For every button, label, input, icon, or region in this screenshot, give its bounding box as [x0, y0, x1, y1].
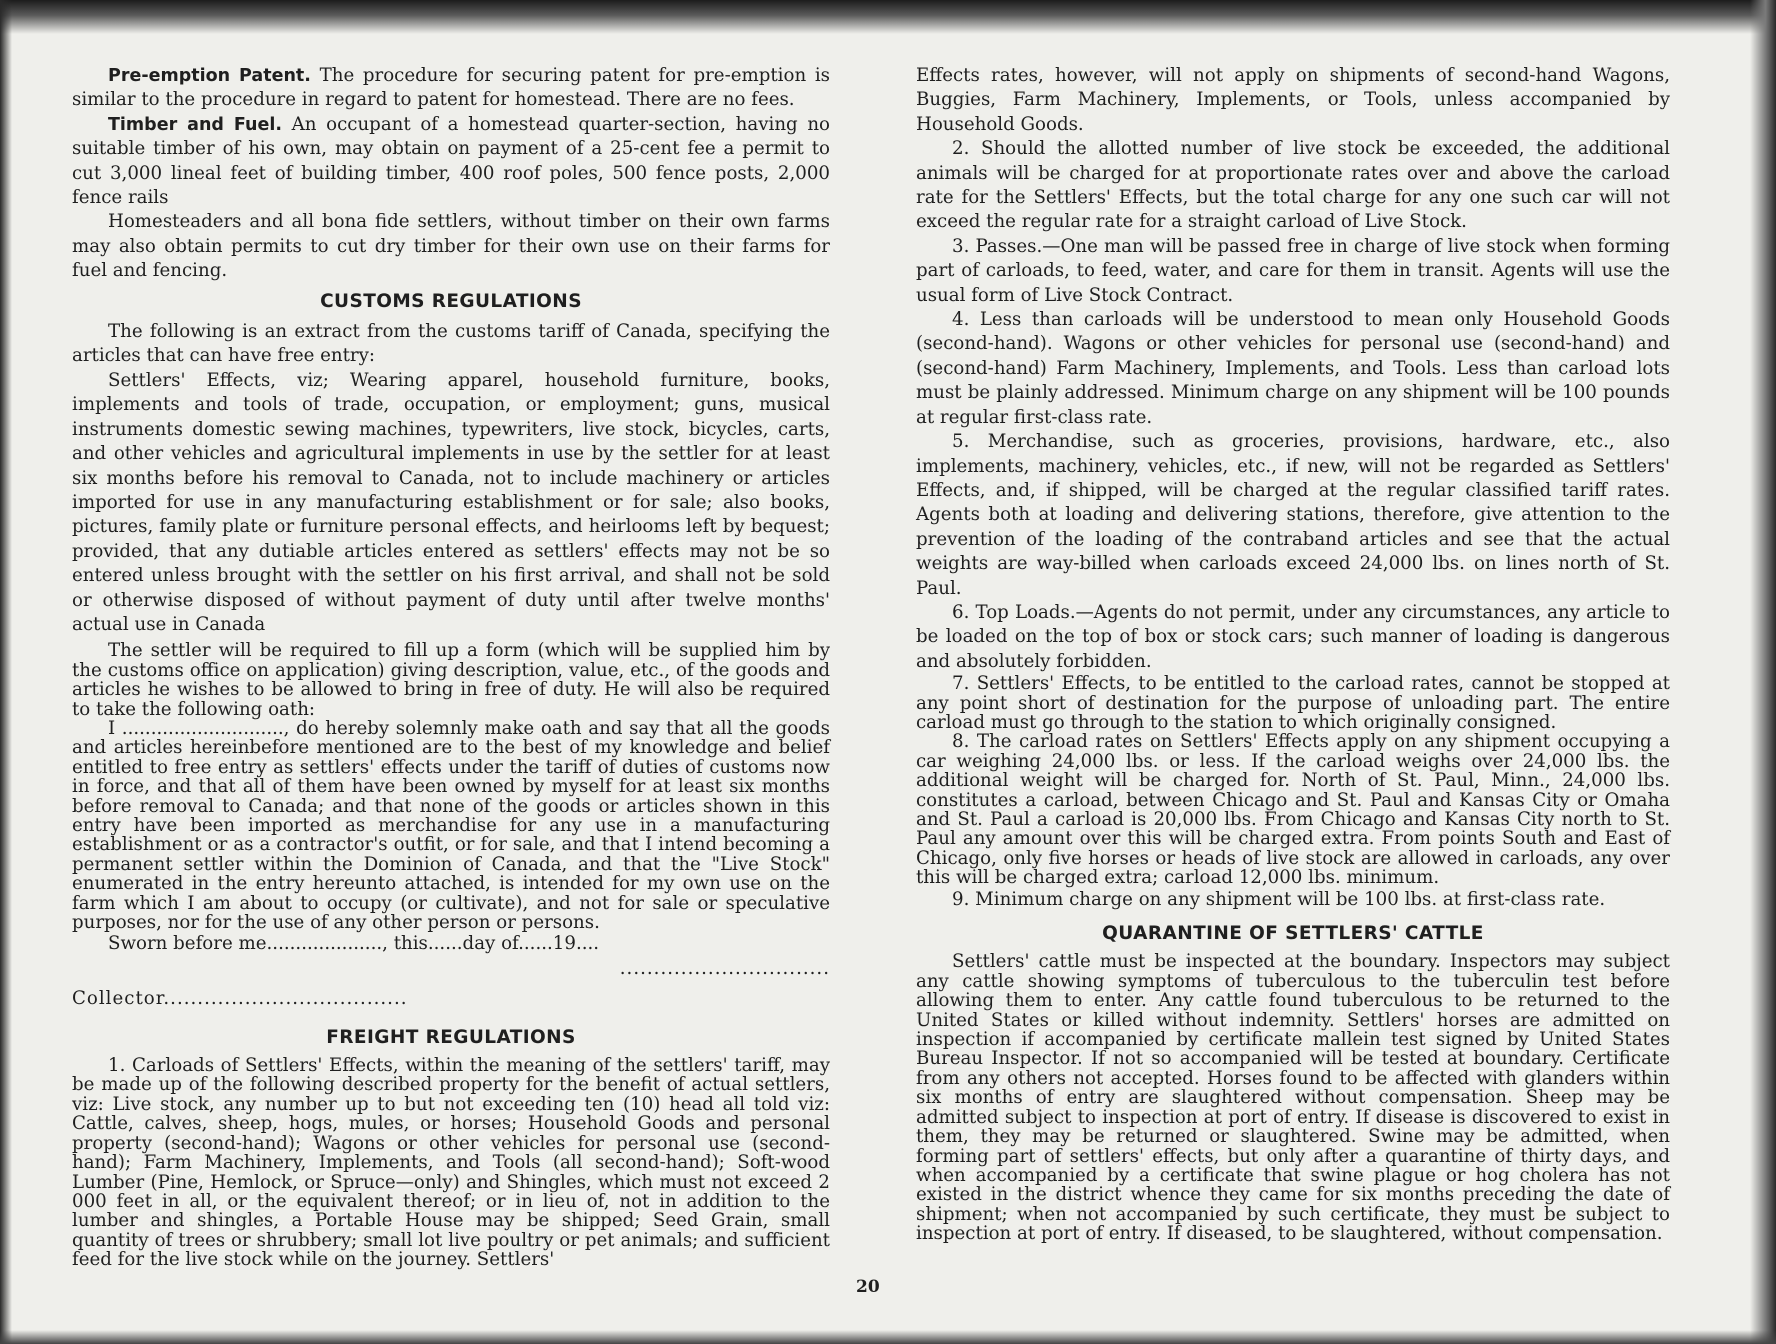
freight-item-6: 6. Top Loads.—Agents do not permit, under any circumstances, any article to be loaded on the top of box or stock cars; such manner of loading is dangerous and absolutely forbidden.: [916, 601, 1670, 672]
collector-line: Collector....................................: [72, 988, 408, 1010]
quarantine-heading: QUARANTINE OF SETTLERS' CATTLE: [1102, 923, 1484, 945]
preemption-text: The procedure for securing patent for pre-emption is similar to the procedure in regard to patent for homestead. There are no fees.: [72, 65, 830, 111]
freight-item-4: 4. Less than carloads will be understood to mean only Household Goods (second-hand). Wagons or other vehicles for personal use (second-hand) and (second-hand) Farm Machinery, Implements, and Tools. Less than carload lots must be plainly addressed. Minimum charge on any shipment will be 100 pounds at regular first-class rate.: [916, 309, 1670, 428]
settlers-effects-paragraph: Settlers' Effects, viz; Wearing apparel, household furniture, books, implements and tools of trade, occupation, or employment; guns, musical instruments domestic sewing machines, typewriters, live stock, bicycles, carts, and other vehicles and agricultural implements in use by the settler for at least six months before his removal to Canada, not to include machinery or articles imported for use in any manufacturing establishment or for sale; also books, pictures, family plate or furniture personal effects, and heirlooms left by bequest; provided, that any dutiable articles entered as settlers' effects may not be so entered unless brought with the settler on his first arrival, and shall not be sold or otherwise disposed of without payment of duty until after twelve months' actual use in Canada: [72, 369, 830, 635]
freight-item-8: 8. The carload rates on Settlers' Effects apply on any shipment occupying a car weighing 24,000 lbs. or less. If the carload weighs over 24,000 lbs. the additional weight will be charged for. North of St. Paul, Minn., 24,000 lbs. constitutes a carload, between Chicago and St. Paul and Kansas City or Omaha and St. Paul a carload is 20,000 lbs. From Chicago and Kansas City north to St. Paul any amount over this will be charged extra. From points South and East of Chicago, only five horses or heads of live stock are allowed in carloads, any over this will be charged extra; carload 12,000 lbs. minimum.: [916, 731, 1670, 889]
sworn-line: Sworn before me...................., this......day of......19....: [108, 933, 600, 955]
freight-item-1-continued: Effects rates, however, will not apply on shipments of second-hand Wagons, Buggies, Farm Machinery, Implements, or Tools, unless accompanied by Household Goods.: [916, 65, 1670, 135]
page-number: 20: [856, 1277, 880, 1297]
freight-item-9: 9. Minimum charge on any shipment will be 100 lbs. at first-class rate.: [952, 888, 1606, 910]
freight-item-3: 3. Passes.—One man will be passed free in charge of live stock when forming part of carloads, to feed, water, and care for them in transit. Agents will use the usual form of Live Stock Contract.: [916, 235, 1670, 306]
preemption-lead: Pre-emption Patent.: [108, 66, 311, 86]
freight-heading: FREIGHT REGULATIONS: [326, 1026, 576, 1048]
form-paragraph: The settler will be required to fill up a form (which will be supplied him by the customs office on application) giving description, value, etc., of the goods and articles he wishes to be allowed to bring in free of duty. He will also be required to take the following oath:: [72, 640, 830, 720]
customs-intro-paragraph: The following is an extract from the customs tariff of Canada, specifying the articles that can have free entry:: [72, 321, 830, 367]
freight-item-5: 5. Merchandise, such as groceries, provisions, hardware, etc., also implements, machinery, vehicles, etc., if new, will not be regarded as Settlers' Effects, and, if shipped, will be charged at the regular classified tariff rates. Agents both at loading and delivering stations, therefore, give attention to the prevention of the loading of the contraband articles and see that the actual weights are way-billed when carloads exceed 24,000 lbs. on lines north of St. Paul.: [916, 431, 1670, 599]
signature-dots: ...............................: [619, 957, 830, 979]
freight-item-1: 1. Carloads of Settlers' Effects, within the meaning of the settlers' tariff, may be made up of the following described property for the benefit of actual settlers, viz: Live stock, any number up to but not exceeding ten (10) head all told viz: Cattle, calves, sheep, hogs, mules, or horses; Household Goods and personal property (second-hand); Wagons or other vehicles for personal use (second-hand); Farm Machinery, Implements, and Tools (all second-hand); Soft-wood Lumber (Pine, Hemlock, or Spruce—only) and Shingles, which must not exceed 2 000 feet in all, or the equivalent thereof; or in lieu of, not in addition to the lumber and shingles, a Portable House may be shipped; Seed Grain, small quantity of trees or shrubbery; small lot live poultry or pet animals; and sufficient feed for the live stock while on the journey. Settlers': [72, 1055, 830, 1271]
right-column: [916, 64, 1670, 1244]
scan-left-edge: [0, 0, 12, 1344]
timber-lead: Timber and Fuel.: [108, 114, 282, 135]
preemption-paragraph: [72, 64, 830, 113]
left-column: [72, 64, 830, 1270]
scan-right-edge: [1750, 0, 1776, 1344]
homesteaders-paragraph: Homesteaders and all bona fide settlers, without timber on their own farms may also obtain permits to cut dry timber for their own use on their farms for fuel and fencing.: [72, 211, 830, 282]
timber-paragraph: [72, 113, 830, 211]
freight-item-2: 2. Should the allotted number of live stock be exceeded, the additional animals will be charged for at proportionate rates over and above the carload rate for the Settlers' Effects, but the total charge for any one such car will not exceed the regular rate for a straight carload of Live Stock.: [916, 138, 1670, 233]
oath-paragraph: I ............................, do hereby solemnly make oath and say that all the goods and articles hereinbefore mentioned are to the best of my knowledge and belief entitled to free entry as settlers' effects under the tariff of duties of customs now in force, and that all of them have been owned by myself for at least six months before removal to Canada; and that none of the goods or articles shown in this entry have been imported as merchandise for any use in a manufacturing establishment or as a contractor's outfit, or for sale, and that I intend becoming a permanent settler within the Dominion of Canada, and that the "Live Stock" enumerated in the entry hereunto attached, is intended for my own use on the farm which I am about to occupy (or cultivate), and not for sale or speculative purposes, nor for the use of any other person or persons.: [72, 717, 830, 934]
customs-heading: CUSTOMS REGULATIONS: [320, 290, 582, 312]
timber-text: An occupant of a homestead quarter-section, having no suitable timber of his own, may obtain on payment of a 25-cent fee a permit to cut 3,000 lineal feet of building timber, 400 roof poles, 500 fence posts, 2,000 fence rails: [72, 113, 830, 209]
scan-bottom-edge: [0, 1330, 1776, 1344]
quarantine-paragraph: Settlers' cattle must be inspected at the boundary. Inspectors may subject any cattle showing symptoms of tuberculous to the tuberculin test before allowing them to enter. Any cattle found tuberculous to be returned to the United States or killed without indemnity. Settlers' horses are admitted on inspection if accompanied by certificate mallein test signed by United States Bureau Inspector. If not so accompanied will be tested at boundary. Certificate from any others not accepted. Horses found to be affected with glanders within six months of entry are slaughtered without compensation. Sheep may be admitted subject to inspection at port of entry. If disease is discovered to exist in them, they may be returned or slaughtered. Swine may be admitted, when forming part of settlers' effects, but only after a quarantine of thirty days, and when accompanied by a certificate that swine plague or hog cholera has not existed in the district whence they came for six months preceding the date of shipment; when not accompanied by such certificate, they must be subject to inspection at port of entry. If diseased, to be slaughtered, without compensation.: [916, 951, 1670, 1245]
scan-top-shadow: [0, 0, 1776, 34]
freight-item-7: 7. Settlers' Effects, to be entitled to the carload rates, cannot be stopped at any point short of destination for the purpose of unloading part. The entire carload must go through to the station to which originally consigned.: [916, 673, 1670, 733]
